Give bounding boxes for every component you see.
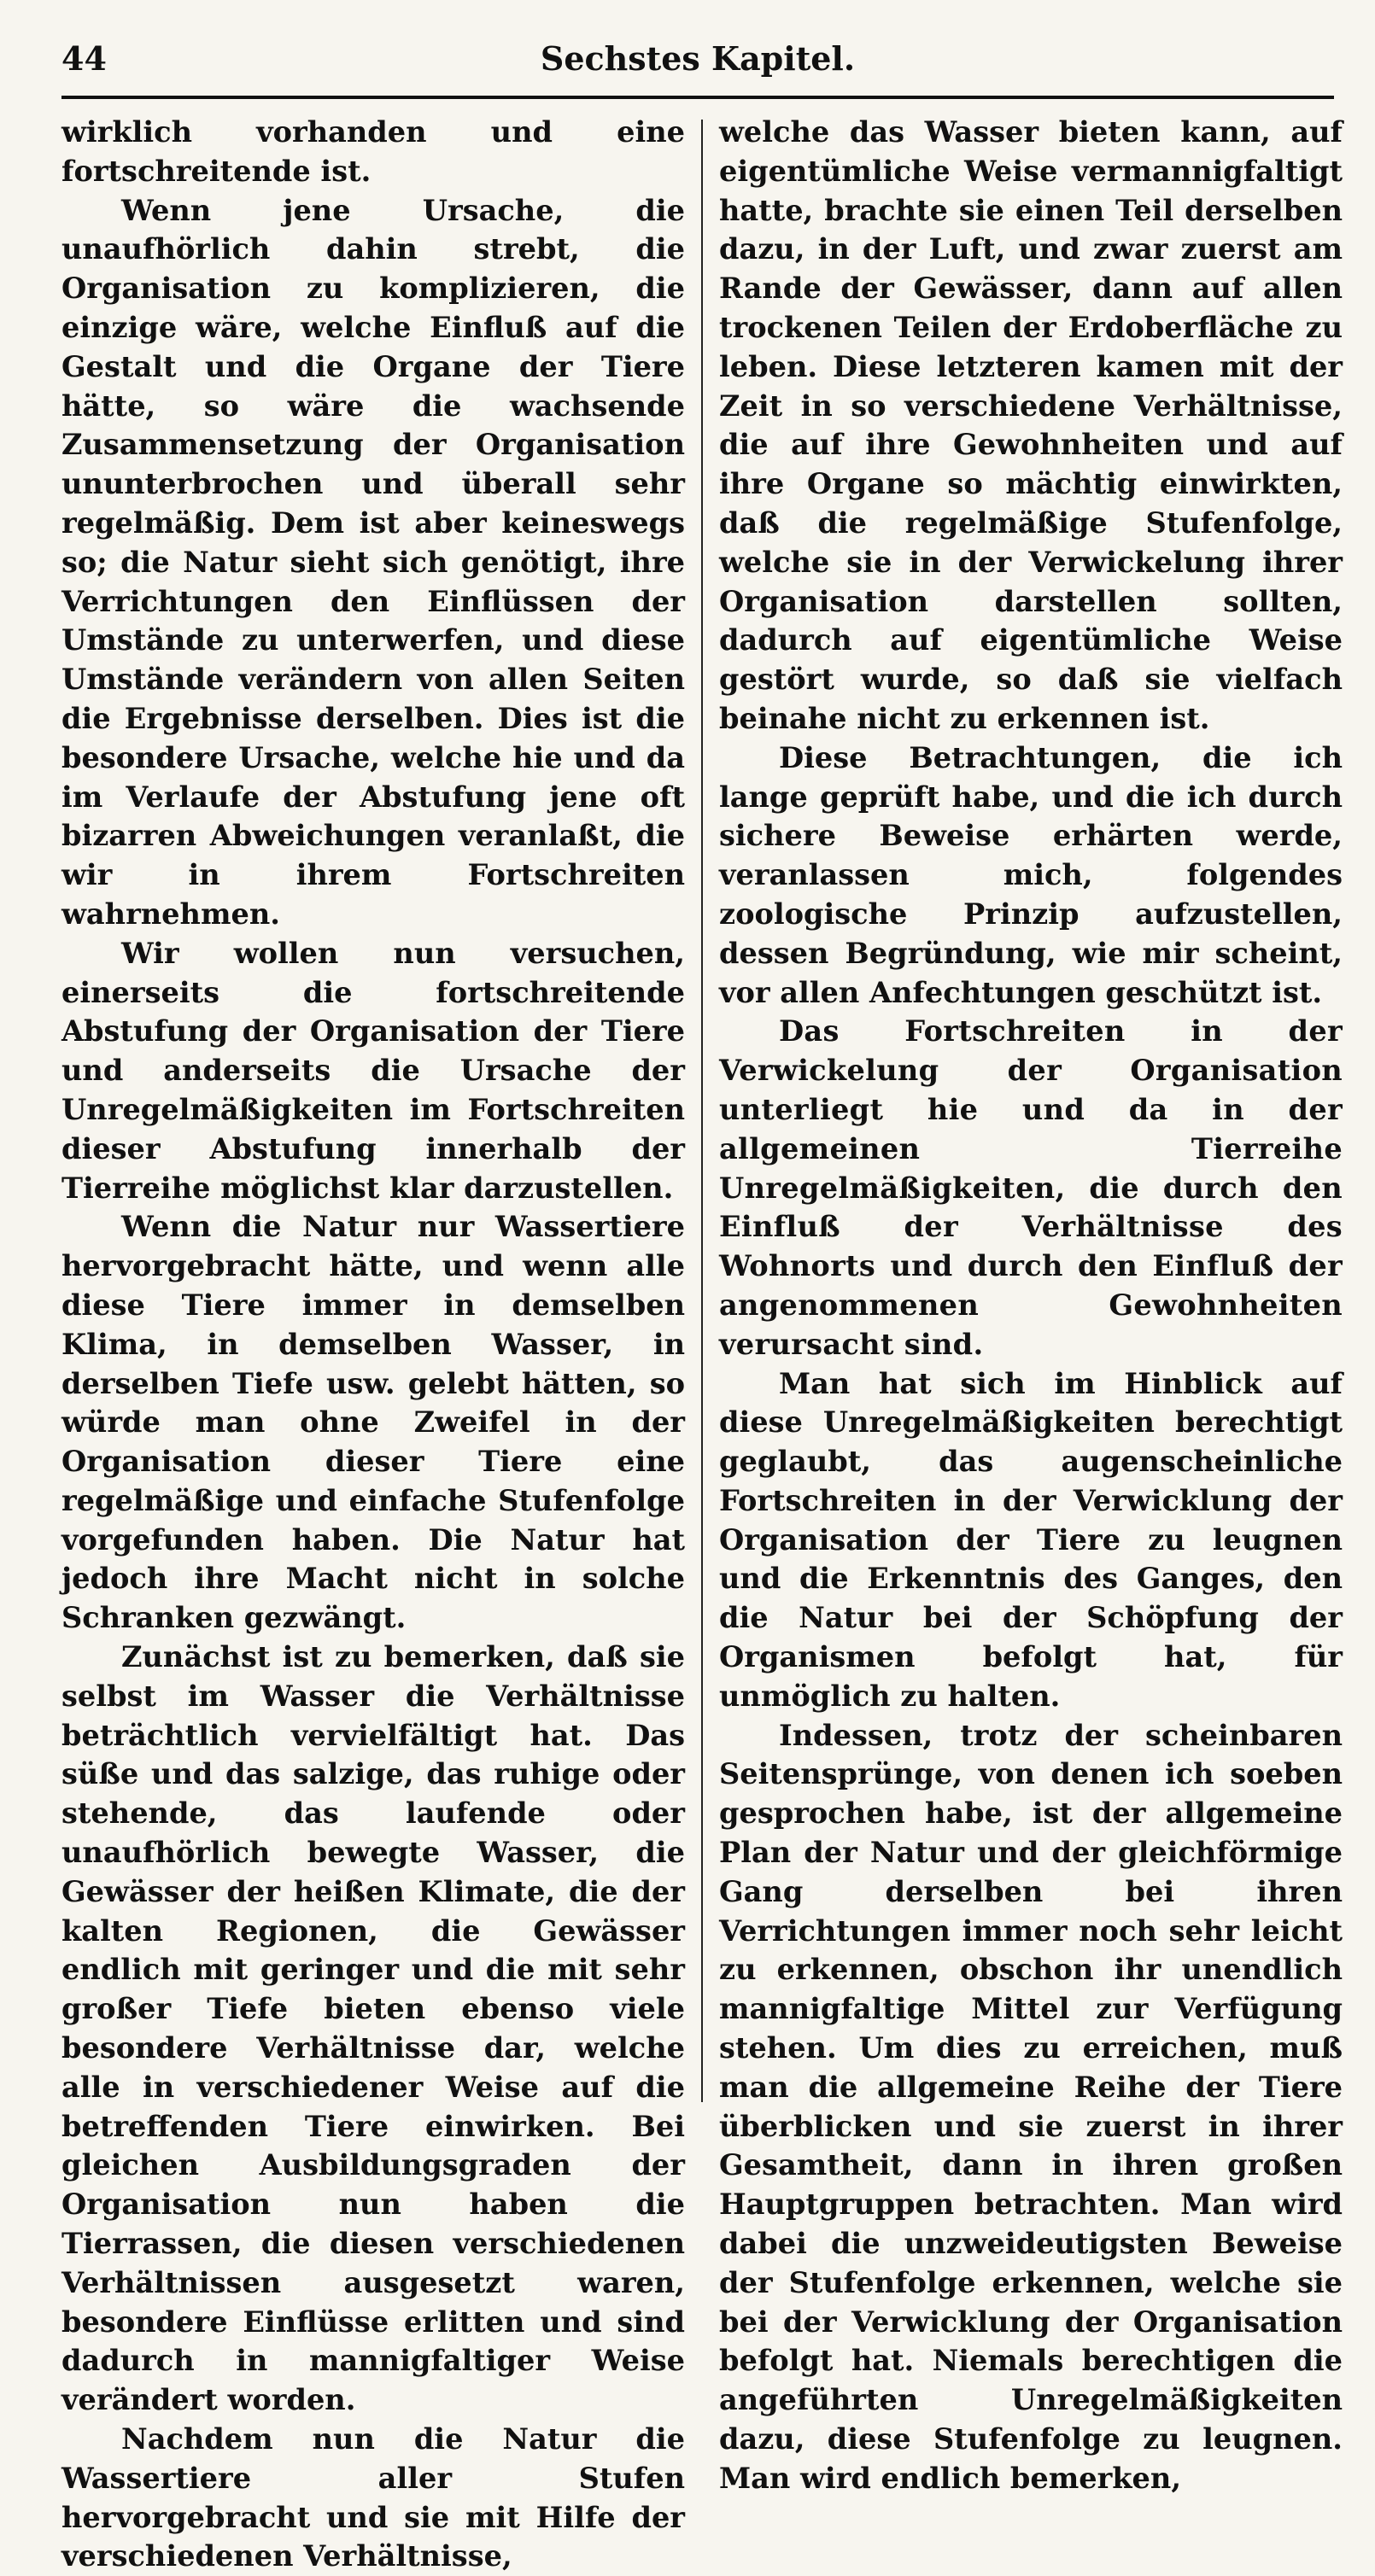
paragraph: Diese Betrachtungen, die ich lange geprüft habe, und die ich durch sichere Beweise erhärten werde, veranlassen mich, folgendes zoologische Prinzip aufzustellen, dessen Begründung, wie mir scheint, vor allen Anfechtungen geschützt ist.	[719, 739, 1343, 1009]
header-rule	[61, 96, 1334, 99]
page-number: 44	[61, 39, 107, 78]
column-divider	[701, 120, 703, 2102]
principle-statement: Das Fortschreiten in der Verwickelung der Organisation unterliegt hie und da in der allgemeinen Tierreihe Unregelmäßigkeiten, die durch den Einfluß der Verhältnisse des Wohnorts und durch den Einfluß der angenommenen Gewohnheiten verursacht sind.	[719, 1013, 1343, 1361]
paragraph: welche das Wasser bieten kann, auf eigentümliche Weise vermannigfaltigt hatte, brachte sie einen Teil derselben dazu, in der Luft, und zwar zuerst am Rande der Gewässer, dann auf allen trockenen Teilen der Erdoberfläche zu leben. Diese letzteren kamen mit der Zeit in so verschiedene Verhältnisse, die auf ihre Gewohnheiten und auf ihre Organe so mächtig einwirkten, daß die regelmäßige Stufenfolge, welche sie in der Verwickelung ihrer Organisation darstellen sollten, dadurch auf eigentümliche Weise gestört wurde, so daß sie vielfach beinahe nicht zu erkennen ist.	[719, 114, 1343, 735]
paragraph: Wenn die Natur nur Wassertiere hervorgebracht hätte, und wenn alle diese Tiere immer in demselben Klima, in demselben Wasser, in derselben Tiefe usw. gelebt hätten, so würde man ohne Zweifel in der Organisation dieser Tiere eine regelmäßige und einfache Stufenfolge vorgefunden haben. Die Natur hat jedoch ihre Macht nicht in solche Schranken gezwängt.	[61, 1209, 685, 1635]
paragraph: wirklich vorhanden und eine fortschreitende ist.	[61, 114, 685, 188]
paragraph: Nachdem nun die Natur die Wassertiere aller Stufen hervorgebracht und sie mit Hilfe der verschiedenen Verhältnisse,	[61, 2421, 685, 2573]
right-column	[719, 113, 1343, 2495]
page-header	[61, 32, 1334, 92]
paragraph: Indessen, trotz der scheinbaren Seitensprünge, von denen ich soeben gesprochen habe, ist der allgemeine Plan der Natur und der gleichförmige Gang derselben bei ihren Verrichtungen immer noch sehr leicht zu erkennen, obschon ihr unendlich mannigfaltige Mittel zur Verfügung stehen. Um dies zu erreichen, muß man die allgemeine Reihe der Tiere überblicken und sie zuerst in ihrer Gesamtheit, dann in ihren großen Hauptgruppen betrachten. Man wird dabei die unzweideutigsten Beweise der Stufenfolge erkennen, welche sie bei der Verwicklung der Organisation befolgt hat. Niemals berechtigen die angeführten Unregelmäßigkeiten dazu, diese Stufenfolge zu leugnen. Man wird endlich bemerken,	[719, 1717, 1343, 2495]
paragraph: Wir wollen nun versuchen, einerseits die fortschreitende Abstufung der Organisation der Tiere und anderseits die Ursache der Unregelmäßigkeiten im Fortschreiten dieser Abstufung innerhalb der Tierreihe möglichst klar darzustellen.	[61, 935, 685, 1205]
running-title: Sechstes Kapitel.	[540, 39, 856, 78]
paragraph: Man hat sich im Hinblick auf diese Unregelmäßigkeiten berechtigt geglaubt, das augenscheinliche Fortschreiten in der Verwicklung der Organisation der Tiere zu leugnen und die Erkenntnis des Ganges, den die Natur bei der Schöpfung der Organismen befolgt hat, für unmöglich zu halten.	[719, 1365, 1343, 1713]
left-column	[61, 113, 685, 2573]
paragraph: Zunächst ist zu bemerken, daß sie selbst im Wasser die Verhältnisse beträchtlich vervielfältigt hat. Das süße und das salzige, das ruhige oder stehende, das laufende oder unaufhörlich bewegte Wasser, die Gewässer der heißen Klimate, die der kalten Regionen, die Gewässer endlich mit geringer und die mit sehr großer Tiefe bieten ebenso viele besondere Verhältnisse dar, welche alle in verschiedener Weise auf die betreffenden Tiere einwirken. Bei gleichen Ausbildungsgraden der Organisation nun haben die Tierrassen, die diesen verschiedenen Verhältnissen ausgesetzt waren, besondere Einflüsse erlitten und sind dadurch in mannigfaltiger Weise verändert worden.	[61, 1639, 685, 2417]
paragraph: Wenn jene Ursache, die unaufhörlich dahin strebt, die Organisation zu komplizieren, die einzige wäre, welche Einfluß auf die Gestalt und die Organe der Tiere hätte, so wäre die wachsende Zusammensetzung der Organisation ununterbrochen und überall sehr regelmäßig. Dem ist aber keineswegs so; die Natur sieht sich genötigt, ihre Verrichtungen den Einflüssen der Umstände zu unterwerfen, und diese Umstände verändern von allen Seiten die Ergebnisse derselben. Dies ist die besondere Ursache, welche hie und da im Verlaufe der Abstufung jene oft bizarren Abweichungen veranlaßt, die wir in ihrem Fortschreiten wahrnehmen.	[61, 192, 685, 931]
